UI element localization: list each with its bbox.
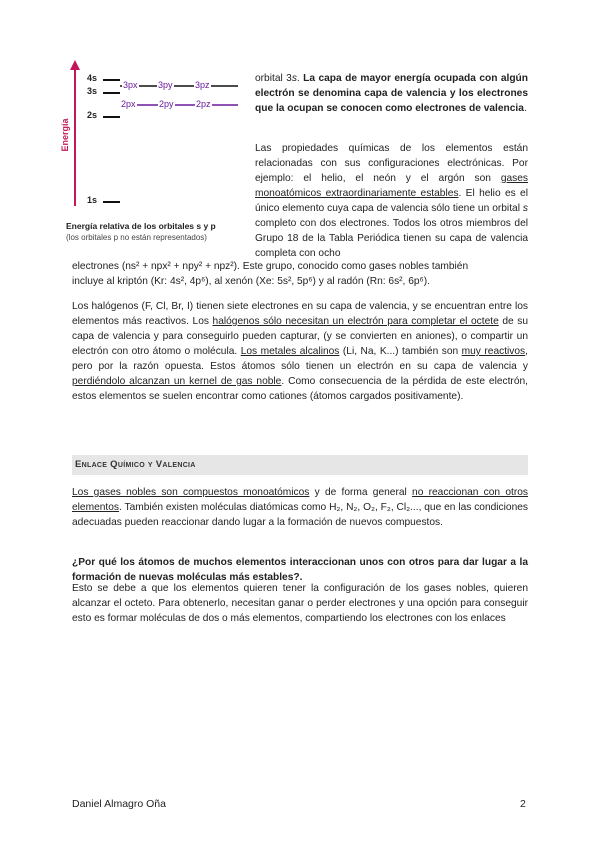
orbital-3py-label: 3py <box>158 80 173 90</box>
orbital-3pz-label: 3pz <box>195 80 210 90</box>
level-label-2s: 2s <box>87 110 98 120</box>
paragraph-noble-gases: Las propiedades químicas de los elementos están relacionadas con sus configuraciones electrónicas. Por ejemplo: el helio, el neón y el argón son gases monoatómicos extraordinariamente estables. El helio es el único elemento cuya capa de valencia sólo tiene un orbital s completo con dos electrones. Todos los otros miembros del Grupo 18 de la Tabla Periódica tienen su capa de valencia completa con ocho <box>255 143 528 259</box>
energy-axis-arrowhead <box>70 60 80 70</box>
footer-author: Daniel Almagro Oña <box>72 798 166 810</box>
orbital-2px-label: 2px <box>121 99 136 109</box>
question-heading: ¿Por qué los átomos de muchos elementos interaccionan unos con otros para dar lugar a la formación de nuevas moléculas más estables?. <box>72 557 528 583</box>
section-title: Enlace Químico y Valencia <box>75 459 196 470</box>
level-label-1s: 1s <box>87 195 98 205</box>
orbital-2py-label: 2py <box>159 99 174 109</box>
level-label-3s: 3s <box>87 86 98 96</box>
energy-diagram <box>58 58 248 248</box>
footer-page-number: 2 <box>520 798 526 810</box>
paragraph-halogens: Los halógenos (F, Cl, Br, I) tienen siete electrones en su capa de valencia, y se encuentran entre los elementos más reactivos. Los halógenos sólo necesitan un electrón para completar el octete de su capa de valencia y para conseguirlo pueden capturar, (y se convierten en aniones), o compartir un electrón con otro átomo o molécula. Los metales alcalinos (Li, Na, K...) también son muy reactivos, pero por la razón opuesta. Estos átomos sólo tienen un electrón en su capa de valencia y perdiéndolo alcanzan un kernel de gas noble. Como consecuencia de la pérdida de este electrón, estos elementos se suelen encontrar como cationes (átomos cargados positivamente). <box>72 301 529 402</box>
paragraph-noble-gases-line2: incluye al kriptón (Kr: 4s², 4p⁶), al xenón (Xe: 5s², 5p⁶) y al radón (Rn: 6s², 6p⁶). <box>72 276 430 287</box>
section-header-bar <box>72 455 528 475</box>
orbital-2pz-label: 2pz <box>196 99 211 109</box>
diagram-caption-line1: Energía relativa de los orbitales s y p <box>66 221 216 231</box>
answer-paragraph: Esto se debe a que los elementos quieren tener la configuración de los gases nobles, quieren alcanzar el octeto. Para obtenerlo, necesitan ganar o perder electrones y una opción para conseguir esto es formar moléculas de dos o más elementos, compartiendo los electrones con los enlaces <box>72 583 528 624</box>
paragraph-noble-gases-line1: electrones (ns² + npx² + npy² + npz²). Este grupo, conocido como gases nobles también <box>72 261 469 272</box>
diagram-caption-line2: (los orbitales p no están representados) <box>66 233 207 242</box>
paragraph-valence-definition: orbital 3s. La capa de mayor energía ocupada con algún electrón se denomina capa de valencia y los electrones que la ocupan se conocen como electrones de valencia. <box>255 73 528 114</box>
paragraph-monoatomic: Los gases nobles son compuestos monoatómicos y de forma general no reaccionan con otros elementos. También existen moléculas diatómicas como H₂, N₂, O₂, F₂, Cl₂..., que en las condiciones adecuadas pueden reaccionar dando lugar a la formación de nuevos compuestos. <box>72 487 528 528</box>
level-label-4s: 4s <box>87 73 98 83</box>
energy-axis-label: Energía <box>60 118 70 152</box>
orbital-3px-label: 3px <box>123 80 138 90</box>
